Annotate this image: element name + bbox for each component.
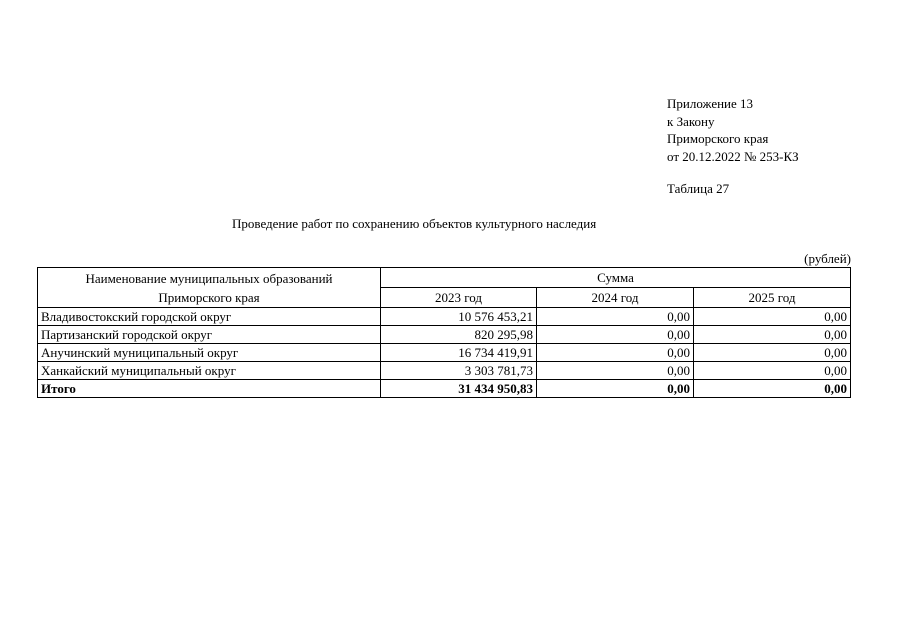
table-row xyxy=(38,362,851,380)
appendix-region: Приморского края xyxy=(667,131,769,146)
budget-table xyxy=(37,267,851,398)
appendix-number: Приложение 13 xyxy=(667,96,754,111)
appendix-block xyxy=(667,95,799,165)
municipality-name: Партизанский городской округ xyxy=(38,326,381,344)
year-header-2025: 2025 год xyxy=(694,288,851,308)
municipality-name: Ханкайский муниципальный округ xyxy=(38,362,381,380)
table-row xyxy=(38,326,851,344)
municipality-header-line2: Приморского края xyxy=(158,289,260,305)
appendix-date: от 20.12.2022 № 253-КЗ xyxy=(667,148,799,164)
amount-2025: 0,00 xyxy=(694,326,851,344)
total-2024: 0,00 xyxy=(537,380,694,398)
municipality-header-line1: Наименование муниципальных образований xyxy=(85,270,333,286)
document-title: Проведение работ по сохранению объектов культурного наследия xyxy=(232,216,597,231)
year-header-2024: 2024 год xyxy=(537,288,694,308)
sum-column-header: Сумма xyxy=(381,268,851,288)
amount-2023: 10 576 453,21 xyxy=(381,308,537,326)
amount-2025: 0,00 xyxy=(694,308,851,326)
municipality-column-header xyxy=(38,268,381,308)
amount-2023: 3 303 781,73 xyxy=(381,362,537,380)
table-number: Таблица 27 xyxy=(667,181,730,196)
appendix-law-ref: к Закону xyxy=(667,113,715,129)
total-2025: 0,00 xyxy=(694,380,851,398)
amount-2024: 0,00 xyxy=(537,308,694,326)
year-header-2023: 2023 год xyxy=(381,288,537,308)
municipality-name: Владивостокский городской округ xyxy=(38,308,381,326)
amount-2025: 0,00 xyxy=(694,344,851,362)
total-label: Итого xyxy=(38,380,381,398)
municipality-name: Анучинский муниципальный округ xyxy=(38,344,381,362)
total-row xyxy=(38,380,851,398)
amount-2025: 0,00 xyxy=(694,362,851,380)
amount-2024: 0,00 xyxy=(537,362,694,380)
table-row xyxy=(38,344,851,362)
amount-2023: 820 295,98 xyxy=(381,326,537,344)
amount-2024: 0,00 xyxy=(537,326,694,344)
amount-2024: 0,00 xyxy=(537,344,694,362)
table-row xyxy=(38,308,851,326)
total-2023: 31 434 950,83 xyxy=(381,380,537,398)
units-label: (рублей) xyxy=(804,251,851,266)
amount-2023: 16 734 419,91 xyxy=(381,344,537,362)
